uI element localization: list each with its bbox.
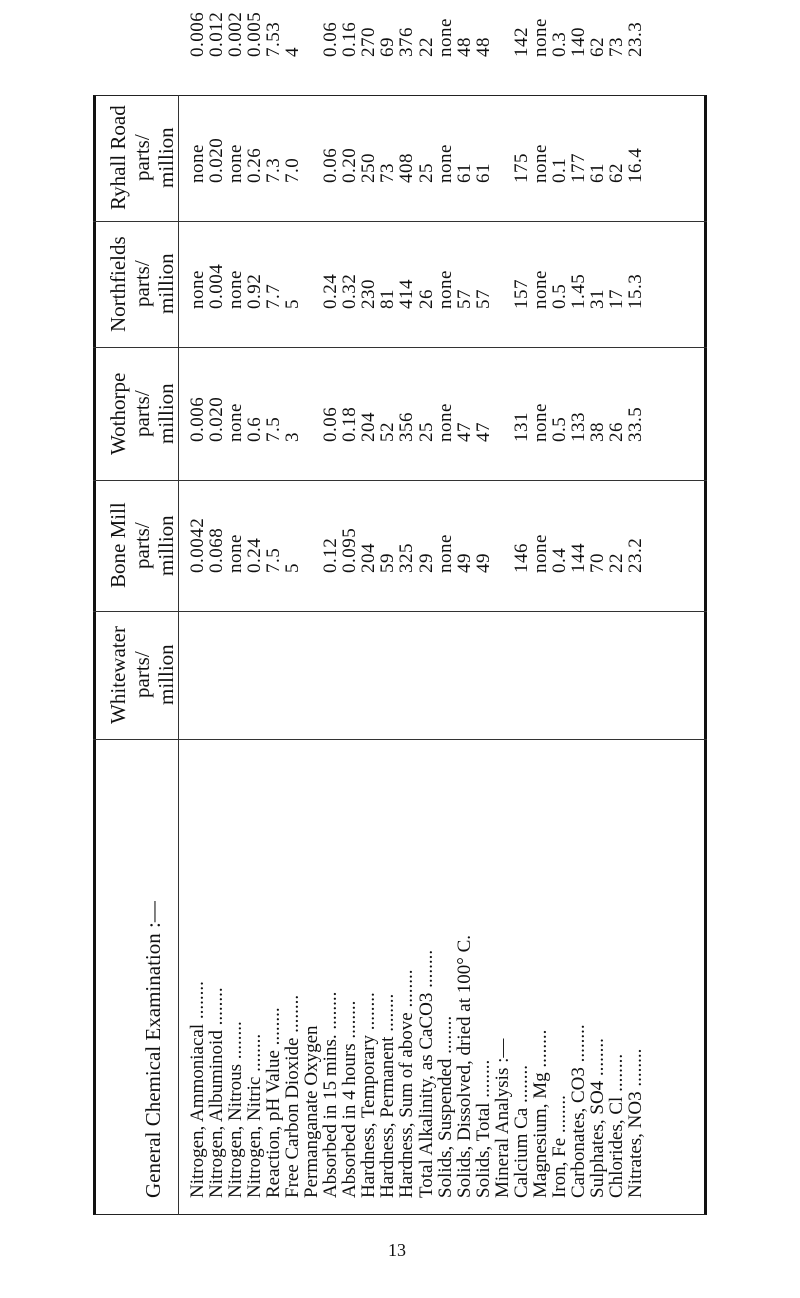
table-cell-whitewater: none [225, 534, 247, 573]
table-cell-northfields: 16.4 [625, 147, 646, 183]
row-label: Sulphates, SO4 ........ [586, 1038, 608, 1198]
row-label: Nitrogen, Ammoniacal ........ [187, 981, 208, 1198]
table-cell-whitewater: 0.24 [244, 537, 266, 573]
table-cell-bone_mill: 33.5 [625, 406, 646, 442]
table-cell-bone_mill: 7.5 [263, 416, 285, 442]
table-cell-whitewater: 70 [586, 553, 608, 573]
table-cell-ryhall_road: 69 [377, 37, 399, 57]
table-cell-whitewater: none [434, 534, 456, 573]
table-cell-northfields: 175 [510, 153, 532, 183]
column-header-northfields: Northfields [105, 236, 130, 332]
table-cell-northfields: 61 [453, 163, 475, 183]
row-label: Chlorides, Cl ........ [605, 1053, 627, 1198]
row-label: Nitrogen, Nitrous ........ [225, 1021, 247, 1198]
table-cell-northfields: 61 [472, 163, 494, 183]
table-cell-whitewater: 325 [396, 543, 418, 573]
table-cell-bone_mill: 131 [510, 412, 532, 442]
column-header-whitewater: million [153, 644, 178, 706]
table-cell-northfields: 7.3 [263, 157, 285, 183]
table-cell-northfields: none [225, 144, 247, 183]
table-cell-northfields: 177 [567, 153, 589, 183]
table-cell-ryhall_road: 48 [472, 37, 494, 57]
table-cell-ryhall_road: 0.06 [320, 21, 342, 57]
table-cell-ryhall_road: 0.16 [339, 21, 361, 57]
column-header-bone_mill: million [153, 515, 178, 576]
table-cell-northfields: 0.26 [244, 147, 266, 183]
table-cell-wothorpe: 7.7 [263, 283, 285, 309]
table-cell-wothorpe: 31 [586, 289, 608, 309]
column-header-ryhall_road: Ryhall Road [105, 105, 130, 211]
column-header-wothorpe: parts/ [129, 390, 154, 437]
table-cell-bone_mill: none [434, 403, 456, 442]
row-label: Free Carbon Dioxide ........ [282, 994, 304, 1198]
column-divider [93, 480, 707, 481]
table-cell-bone_mill: 52 [377, 422, 399, 442]
table-cell-bone_mill: 0.006 [187, 396, 208, 442]
table-cell-whitewater: 59 [377, 553, 399, 573]
row-label: Reaction, pH Value ........ [263, 1007, 285, 1198]
table-cell-wothorpe: none [434, 270, 456, 309]
table-cell-wothorpe: 17 [605, 289, 627, 309]
column-header-ryhall_road: million [153, 127, 178, 189]
table-cell-bone_mill: 0.6 [244, 416, 266, 442]
table-cell-northfields: 25 [415, 163, 437, 183]
row-label: Hardness, Temporary ........ [358, 992, 380, 1198]
row-label: Nitrates, NO3 ........ [625, 1048, 646, 1198]
column-header-bone_mill: Bone Mill [105, 502, 130, 589]
table-cell-ryhall_road: 4 [282, 47, 304, 57]
table-cell-northfields: 0.1 [548, 157, 570, 183]
table-cell-bone_mill: 133 [567, 412, 589, 442]
table-cell-whitewater: 29 [415, 553, 437, 573]
table-cell-wothorpe: none [529, 270, 551, 309]
table-cell-whitewater: 22 [605, 553, 627, 573]
row-label: Iron, Fe ........ [548, 1095, 570, 1198]
table-cell-bone_mill: none [529, 403, 551, 442]
table-cell-whitewater: 0.12 [320, 537, 342, 573]
column-header-bone_mill: parts/ [129, 522, 154, 569]
table-cell-wothorpe: 26 [415, 289, 437, 309]
table-cell-whitewater: 23.2 [625, 537, 646, 573]
table-cell-northfields: 7.0 [282, 157, 304, 183]
table-cell-ryhall_road: 0.012 [206, 11, 228, 57]
table-cell-ryhall_road: 73 [605, 37, 627, 57]
row-label: Nitrogen, Albuminoid ........ [206, 987, 228, 1198]
table-cell-whitewater: 146 [510, 543, 532, 573]
table-cell-whitewater: 0.4 [548, 547, 570, 573]
table-cell-bone_mill: none [225, 403, 247, 442]
row-label: Nitrogen, Nitric ........ [244, 1033, 266, 1198]
table-cell-northfields: 0.20 [339, 147, 361, 183]
row-label: Magnesium, Mg ........ [529, 1029, 551, 1198]
table-cell-ryhall_road: 23.3 [625, 21, 646, 57]
row-label: Solids, Dissolved, dried at 100° C. [453, 934, 475, 1198]
table-cell-northfields: 73 [377, 163, 399, 183]
table-cell-wothorpe: none [187, 270, 208, 309]
table-cell-ryhall_road: none [529, 18, 551, 57]
table-cell-ryhall_road: 376 [396, 27, 418, 57]
column-header-whitewater: Whitewater [105, 626, 130, 724]
table-cell-bone_mill: 0.020 [206, 396, 228, 442]
table-cell-ryhall_road: 62 [586, 37, 608, 57]
table-cell-ryhall_road: 0.006 [187, 11, 208, 57]
table-cell-wothorpe: 0.5 [548, 283, 570, 309]
table-cell-bone_mill: 47 [453, 422, 475, 442]
table-cell-bone_mill: 204 [358, 412, 380, 442]
table-cell-wothorpe: 0.32 [339, 273, 361, 309]
table-cell-ryhall_road: 22 [415, 37, 437, 57]
table-cell-northfields: 62 [605, 163, 627, 183]
section-title: General Chemical Examination :— [140, 901, 165, 1198]
row-label: Permanganate Oxygen [301, 1025, 323, 1198]
table-cell-bone_mill: 0.18 [339, 406, 361, 442]
table-cell-wothorpe: none [225, 270, 247, 309]
table-cell-ryhall_road: 0.002 [225, 11, 247, 57]
row-label: Solids, Suspended ........ [434, 1015, 456, 1198]
table-cell-ryhall_road: 0.005 [244, 11, 266, 57]
table-cell-whitewater: 49 [472, 553, 494, 573]
table-cell-wothorpe: 157 [510, 279, 532, 309]
column-divider [93, 739, 707, 740]
table-cell-whitewater: none [529, 534, 551, 573]
table-cell-ryhall_road: 7.53 [263, 21, 285, 57]
column-divider [93, 347, 707, 348]
table-cell-northfields: 408 [396, 153, 418, 183]
table-cell-wothorpe: 0.92 [244, 273, 266, 309]
table-cell-wothorpe: 230 [358, 279, 380, 309]
table-cell-wothorpe: 57 [472, 289, 494, 309]
table-cell-wothorpe: 0.24 [320, 273, 342, 309]
table-cell-northfields: 61 [586, 163, 608, 183]
page-number: 13 [388, 1240, 406, 1260]
table-cell-ryhall_road: 0.3 [548, 31, 570, 57]
table-cell-whitewater: 5 [282, 563, 304, 573]
table-cell-northfields: none [529, 144, 551, 183]
table-cell-northfields: none [434, 144, 456, 183]
column-header-northfields: parts/ [129, 260, 154, 308]
table-cell-bone_mill: 0.5 [548, 416, 570, 442]
table-cell-bone_mill: 356 [396, 412, 418, 442]
table-cell-bone_mill: 25 [415, 422, 437, 442]
table-cell-whitewater: 204 [358, 543, 380, 573]
table-cell-wothorpe: 414 [396, 279, 418, 309]
row-label: Total Alkalinity, as CaCO3 ........ [415, 949, 437, 1198]
table-cell-ryhall_road: 270 [358, 27, 380, 57]
table-cell-northfields: 0.020 [206, 137, 228, 183]
row-label: Hardness, Sum of above ........ [396, 969, 418, 1198]
table-cell-wothorpe: 0.004 [206, 263, 228, 309]
table-cell-northfields: 250 [358, 153, 380, 183]
row-label: Mineral Analysis :— [491, 1038, 513, 1198]
table-cell-ryhall_road: none [434, 18, 456, 57]
table-cell-bone_mill: 3 [282, 432, 304, 442]
row-label: Carbonates, CO3 ........ [567, 1024, 589, 1198]
table-cell-northfields: none [187, 144, 208, 183]
column-header-whitewater: parts/ [129, 651, 154, 699]
row-label: Absorbed in 4 hours ........ [339, 1000, 361, 1198]
table-cell-whitewater: 0.068 [206, 527, 228, 573]
table-cell-wothorpe: 57 [453, 289, 475, 309]
table-cell-bone_mill: 47 [472, 422, 494, 442]
table-cell-whitewater: 0.095 [339, 527, 361, 573]
column-header-ryhall_road: parts/ [129, 134, 154, 182]
table-cell-ryhall_road: 140 [567, 27, 589, 57]
row-label: Calcium Ca ........ [510, 1065, 532, 1198]
header-divider [178, 95, 179, 1215]
column-header-northfields: million [153, 253, 178, 315]
column-header-wothorpe: million [153, 383, 178, 444]
table-cell-wothorpe: 15.3 [625, 273, 646, 309]
table-cell-ryhall_road: 142 [510, 27, 532, 57]
row-label: Hardness, Permanent ........ [377, 993, 399, 1198]
table-cell-whitewater: 49 [453, 553, 475, 573]
column-header-wothorpe: Wothorpe [105, 372, 130, 455]
table-cell-wothorpe: 81 [377, 289, 399, 309]
table-cell-bone_mill: 38 [586, 422, 608, 442]
table-cell-whitewater: 7.5 [263, 547, 285, 573]
row-label: Absorbed in 15 mins. ........ [320, 991, 342, 1198]
table-cell-bone_mill: 26 [605, 422, 627, 442]
table-cell-bone_mill: 0.06 [320, 406, 342, 442]
table-cell-wothorpe: 5 [282, 299, 304, 309]
table-cell-whitewater: 144 [567, 543, 589, 573]
table-cell-whitewater: 0.0042 [187, 517, 208, 573]
table-cell-wothorpe: 1.45 [567, 273, 589, 309]
table-cell-northfields: 0.06 [320, 147, 342, 183]
table-cell-ryhall_road: 48 [453, 37, 475, 57]
row-label: Solids, Total ........ [472, 1059, 494, 1198]
column-divider [93, 611, 707, 612]
column-divider [93, 221, 707, 222]
